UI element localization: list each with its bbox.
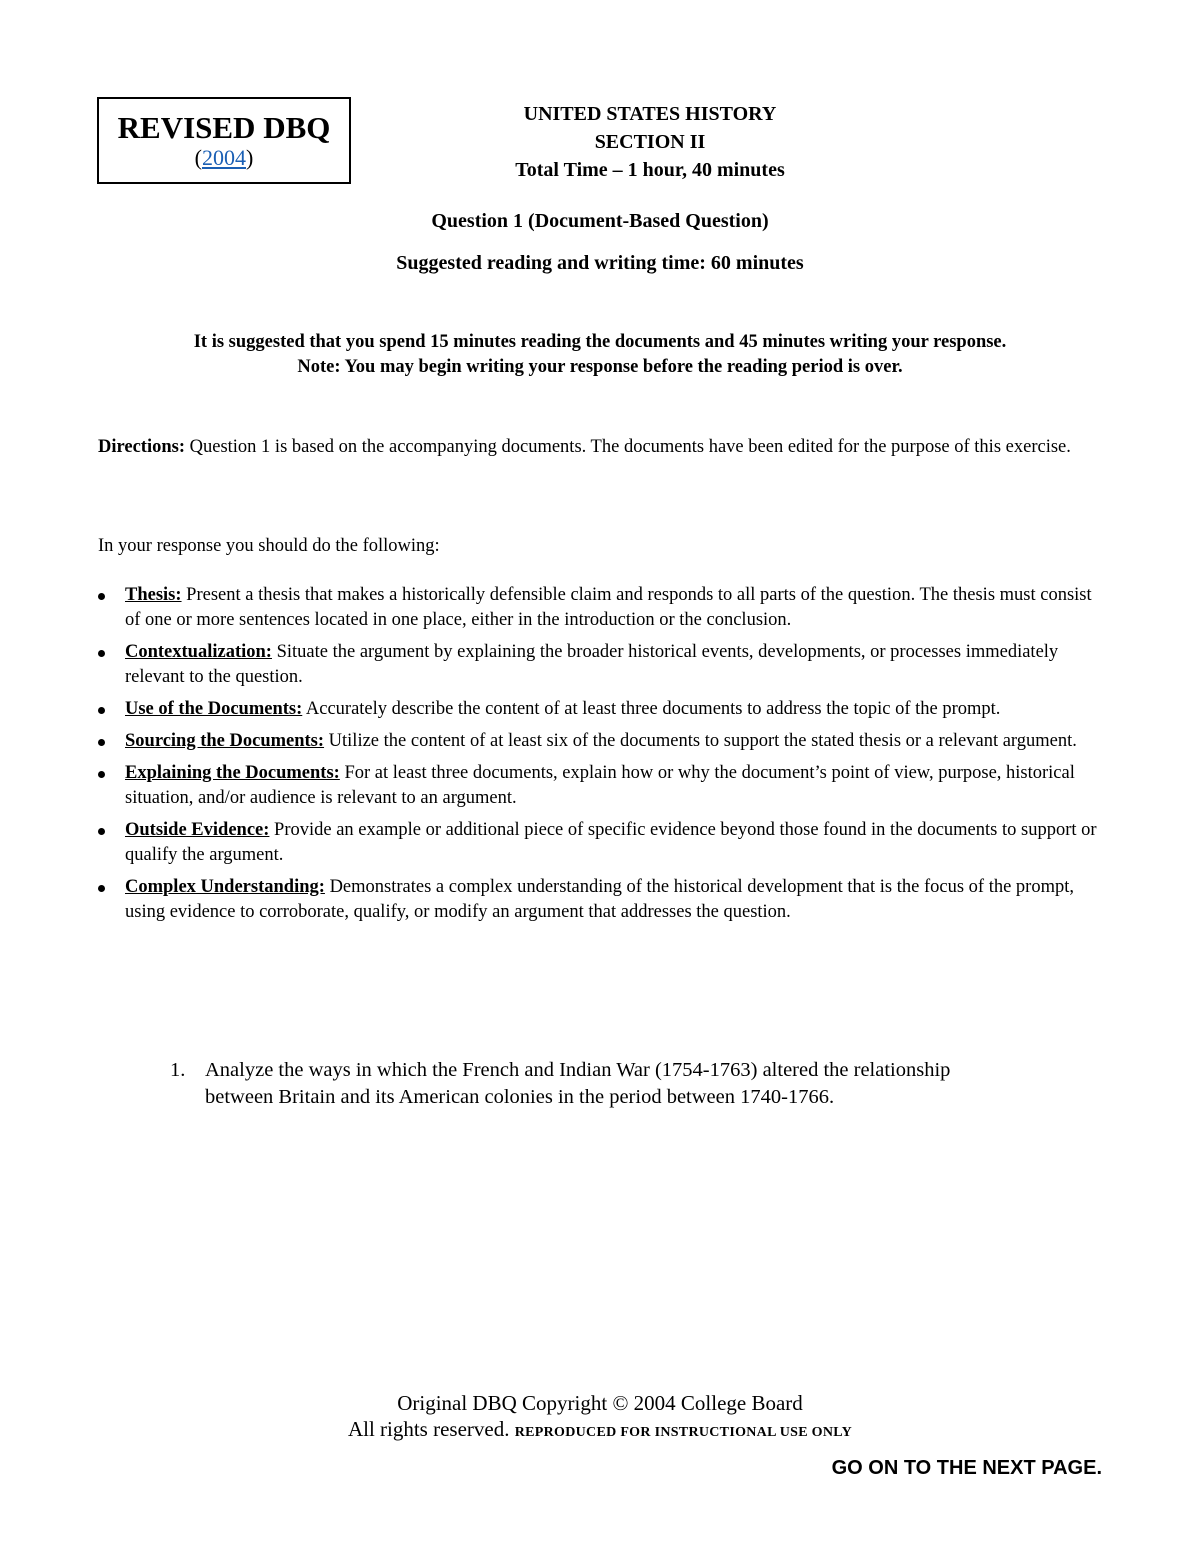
- bullet-text: Utilize the content of at least six of the documents to support the stated thesis or a relevant argument.: [324, 731, 1077, 751]
- list-item: [98, 697, 1108, 722]
- bullet-term: Explaining the Documents:: [125, 763, 340, 783]
- list-item: [98, 875, 1108, 925]
- bullet-text: Provide an example or additional piece of specific evidence beyond those found in the documents to support or qualify the argument.: [125, 820, 1097, 865]
- revised-dbq-year: (2004): [194, 145, 254, 170]
- revised-dbq-title: REVISED DBQ: [117, 110, 331, 145]
- section-header: [400, 100, 900, 184]
- bullet-term: Complex Understanding:: [125, 877, 325, 897]
- bullet-term: Use of the Documents:: [125, 699, 303, 719]
- bullet-text: Present a thesis that makes a historically defensible claim and responds to all parts of the question. The thesis must consist of one or more sentences located in one place, either in the introduction or the conclusion.: [125, 585, 1092, 630]
- instructional-use-notice: REPRODUCED FOR INSTRUCTIONAL USE ONLY: [514, 1425, 853, 1440]
- bullet-icon: [98, 650, 105, 657]
- rights-line: All rights reserved. REPRODUCED FOR INSTRUCTIONAL USE ONLY: [347, 1417, 853, 1441]
- suggested-time: Suggested reading and writing time: 60 minutes: [396, 252, 804, 274]
- section-label: SECTION II: [594, 131, 706, 153]
- requirements-list: [98, 583, 1108, 932]
- question-number: 1.: [170, 1059, 186, 1081]
- bullet-term: Sourcing the Documents:: [125, 731, 325, 751]
- bullet-icon: [98, 771, 105, 778]
- year-link[interactable]: 2004: [202, 145, 246, 170]
- total-time: Total Time – 1 hour, 40 minutes: [515, 159, 785, 181]
- bullet-icon: [98, 707, 105, 714]
- bullet-term: Contextualization:: [125, 642, 272, 662]
- list-item: [98, 818, 1108, 868]
- bullet-icon: [98, 593, 105, 600]
- list-item: [98, 729, 1108, 754]
- essay-question: [170, 1057, 1010, 1111]
- response-intro: In your response you should do the following:: [98, 536, 440, 556]
- directions: [98, 435, 1108, 460]
- next-page-notice: GO ON TO THE NEXT PAGE.: [831, 1457, 1102, 1479]
- bullet-text: Demonstrates a complex understanding of the historical development that is the focus of the prompt, using evidence to corroborate, qualify, or modify an argument that addresses the question.: [125, 877, 1074, 922]
- question-title: Question 1 (Document-Based Question): [431, 210, 769, 232]
- question-text: Analyze the ways in which the French and Indian War (1754-1763) altered the relationship between Britain and its American colonies in the period between 1740-1766.: [205, 1059, 951, 1108]
- directions-text: Question 1 is based on the accompanying documents. The documents have been edited for the purpose of this exercise.: [185, 437, 1071, 457]
- bullet-term: Outside Evidence:: [125, 820, 270, 840]
- bullet-icon: [98, 828, 105, 835]
- list-item: [98, 761, 1108, 811]
- copyright-line: Original DBQ Copyright © 2004 College Board: [397, 1391, 803, 1415]
- bullet-term: Thesis:: [125, 585, 182, 605]
- list-item: [98, 583, 1108, 633]
- subject-title: UNITED STATES HISTORY: [523, 103, 777, 125]
- bullet-text: Accurately describe the content of at least three documents to address the topic of the prompt.: [302, 699, 1001, 719]
- bullet-text: For at least three documents, explain how or why the document’s point of view, purpose, historical situation, and/or audience is relevant to an argument.: [125, 763, 1075, 808]
- reading-note: Note: You may begin writing your response before the reading period is over.: [297, 357, 903, 377]
- list-item: [98, 640, 1108, 690]
- bullet-icon: [98, 739, 105, 746]
- bullet-text: Situate the argument by explaining the broader historical events, developments, or processes immediately relevant to the question.: [125, 642, 1059, 687]
- time-suggestion: It is suggested that you spend 15 minutes reading the documents and 45 minutes writing your response.: [193, 332, 1007, 352]
- copyright-footer: [0, 1390, 1200, 1446]
- bullet-icon: [98, 885, 105, 892]
- revised-dbq-box: [97, 97, 351, 184]
- directions-label: Directions:: [98, 437, 185, 457]
